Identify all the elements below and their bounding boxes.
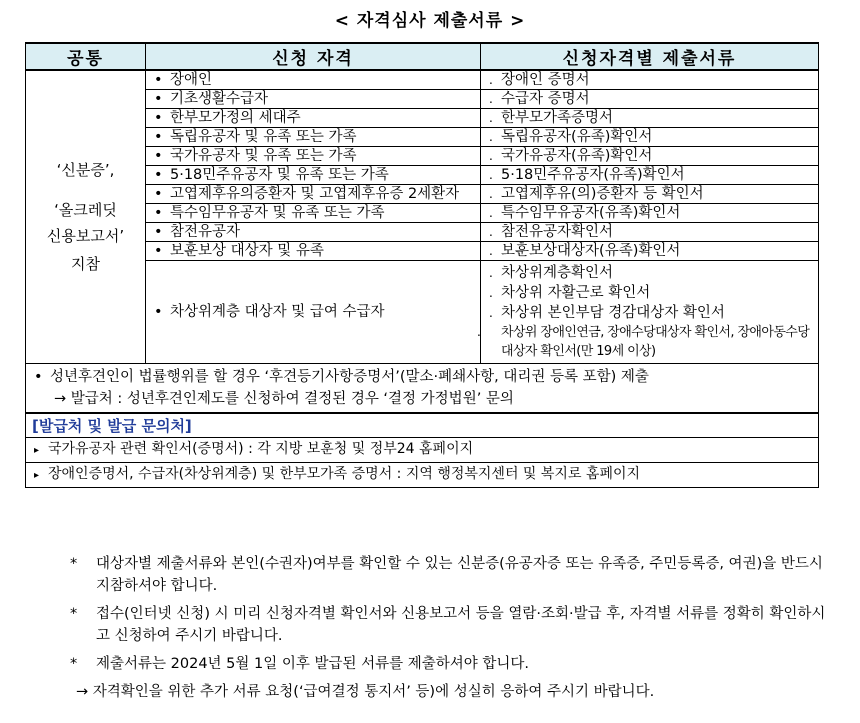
common-line: ‘신분증’, [56,161,115,179]
issuer-row [26,438,819,463]
qualification-cell: • 기초생활수급자 [146,90,481,109]
documents-table [25,42,819,488]
issuer-item: ▸ 장애인증명서, 수급자(차상위계층) 및 한부모가족 증명서 : 지역 행정복지센터 및 복지로 홈페이지 [26,463,819,488]
note-item: * 대상자별 제출서류와 본인(수권자)여부를 확인할 수 있는 신분증(유공자증 또는 유족증, 주민등록증, 여권)을 반드시 지참하셔야 합니다. [70,556,823,594]
qualification-cell: • 고엽제후유의증환자 및 고엽제후유증 2세환자 [146,185,481,204]
document-line: . 차상위 장애인연금, 장애수당대상자 확인서, 장애아동수당 대상자 확인서(만 19세 이상) [477,325,810,359]
document-cell: . 보훈보상대상자(유족)확인서 [481,242,819,261]
common-line: 지참 [71,255,100,273]
document-cell: . 특수임무유공자(유족)확인서 [481,204,819,223]
header-documents: 신청자격별 제출서류 [481,43,819,70]
note-item: * 제출서류는 2024년 5월 1일 이후 발급된 서류를 제출하셔야 합니다. [70,656,530,672]
header-common: 공통 [26,43,146,70]
document-cell: . 독립유공자(유족)확인서 [481,128,819,147]
issuer-heading: [발급처 및 발급 문의처] [26,413,819,438]
qualification-cell: • 장애인 [146,70,481,90]
document-cell: . 고엽제후유(의)증환자 등 확인서 [481,185,819,204]
note-item: * 접수(인터넷 신청) 시 미리 신청자격별 확인서와 신용보고서 등을 열람·조회·발급 후, 자격별 서류를 정확히 확인하시고 신청하여 주시기 바랍니다. [70,606,826,644]
common-line: ‘올크레딧 [54,201,117,219]
issuer-item: ▸ 국가유공자 관련 확인서(증명서) : 각 지방 보훈청 및 정부24 홈페이지 [26,438,819,463]
issuer-row [26,463,819,488]
table-row [26,70,819,90]
document-cell: . 수급자 증명서 [481,90,819,109]
document-line: . 차상위 자활근로 확인서 [489,285,651,301]
common-requirement [26,70,146,364]
qualification-cell: • 독립유공자 및 유족 또는 가족 [146,128,481,147]
qualification-cell: • 특수임무유공자 및 유족 또는 가족 [146,204,481,223]
document-cell: . 장애인 증명서 [481,70,819,90]
qualification-cell: • 5·18민주유공자 및 유족 또는 가족 [146,166,481,185]
common-line: 신용보고서’ [46,227,125,245]
qualification-cell: • 한부모가정의 세대주 [146,109,481,128]
guardian-line: • 성년후견인이 법률행위를 할 경우 ‘후견등기사항증명서’(말소·폐쇄사항, 대리권 등록 포함) 제출 [34,369,649,385]
qualification-cell: • 참전유공자 [146,223,481,242]
document-cell: . 한부모가족증명서 [481,109,819,128]
page-title: < 자격심사 제출서류 > [334,11,526,31]
document-line: . 차상위 본인부담 경감대상자 확인서 [489,305,725,321]
document-cell: . 참전유공자확인서 [481,223,819,242]
notes-section [70,553,830,709]
final-note: → 자격확인을 위한 추가 서류 요청(‘급여결정 통지서’ 등)에 성실히 응하여 주시기 바랍니다. [76,684,655,700]
qualification-cell: • 차상위계층 대상자 및 급여 수급자 [146,261,481,364]
qualification-cell: • 국가유공자 및 유족 또는 가족 [146,147,481,166]
qualification-cell: • 보훈보상 대상자 및 유족 [146,242,481,261]
guardian-row [26,364,819,414]
document-cell: . 5·18민주유공자(유족)확인서 [481,166,819,185]
table-header-row [26,43,819,70]
guardian-issuer-line: → 발급처 : 성년후견인제도를 신청하여 결정된 경우 ‘결정 가정법원’ 문의 [54,391,514,407]
guardian-note [26,364,819,414]
document-line: . 차상위계층확인서 [489,265,614,281]
header-qualification: 신청 자격 [146,43,481,70]
document-cell: . 국가유공자(유족)확인서 [481,147,819,166]
document-cell [477,261,819,364]
issuer-heading-row [26,413,819,438]
